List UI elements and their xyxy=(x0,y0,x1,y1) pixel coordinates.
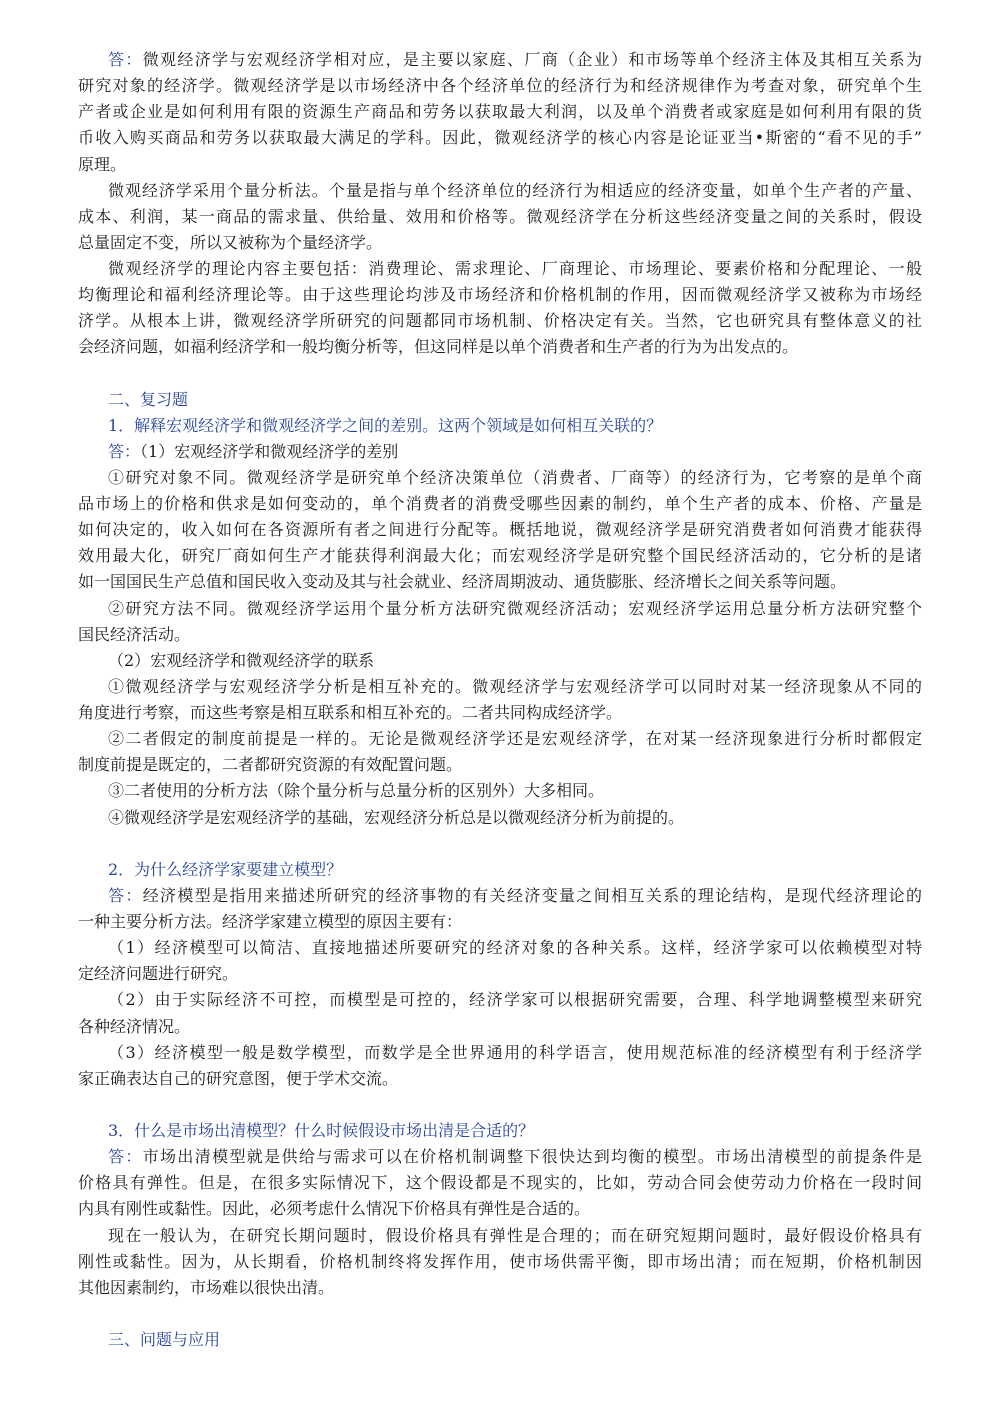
answer-paragraph xyxy=(78,987,922,1039)
text-line: 均衡理论和福利经济理论等。由于这些理论均涉及市场经济和价格机制的作用，因而微观经济学又被称为市场经 xyxy=(78,285,922,305)
text-line: 家正确表达自己的研究意图，便于学术交流。 xyxy=(78,1068,399,1088)
text-line: 内具有刚性或黏性。因此，必须考虑什么情况下价格具有弹性是合适的。 xyxy=(78,1199,591,1219)
answer-paragraph xyxy=(78,1144,922,1222)
answer-label: 答： xyxy=(108,50,143,69)
text-line: 成本、利润，某一商品的需求量、供给量、效用和价格等。微观经济学在分析这些经济变量之间的关系时，假设 xyxy=(78,206,922,226)
text-line: 定经济问题进行研究。 xyxy=(78,964,239,984)
text-line: 研究对象的经济学。微观经济学是以市场经济中各个经济单位的经济行为和经济规律作为考查对象，研究单个生 xyxy=(78,76,922,96)
answer-paragraph xyxy=(78,935,922,987)
text-line: 微观经济学采用个量分析法。个量是指与单个经济单位的经济行为相适应的经济变量，如单个生产者的产量、 xyxy=(108,180,922,200)
answer-paragraph xyxy=(78,1040,922,1092)
line-text: 经济模型是指用来描述所研究的经济事物的有关经济变量之间相互关系的理论结构，是现代经济理论的 xyxy=(142,885,922,905)
text-line xyxy=(78,47,922,73)
text-line: 角度进行考察，而这些考察是相互联系和相互补充的。二者共同构成经济学。 xyxy=(78,703,623,723)
text-line: （1）经济模型可以简洁、直接地描述所要研究的经济对象的各种关系。这样，经济学家可以依赖模型对特 xyxy=(108,938,922,958)
answer-paragraph xyxy=(78,439,922,465)
blank-line xyxy=(78,831,922,857)
text-line: 效用最大化，研究厂商如何生产才能获得利润最大化；而宏观经济学是研究整个国民经济活动的，它分析的是诸 xyxy=(78,546,922,566)
text-line: ①微观经济学与宏观经济学分析是相互补充的。微观经济学与宏观经济学可以同时对某一经济现象从不同的 xyxy=(108,676,922,696)
section-heading: 三、问题与应用 xyxy=(108,1330,221,1350)
text-line xyxy=(78,1144,922,1170)
text-line: 原理。 xyxy=(78,154,127,174)
answer-label: 答： xyxy=(108,441,141,461)
text-line: 如何决定的，收入如何在各资源所有者之间进行分配等。概括地说，微观经济学是研究消费者如何消费才能获得 xyxy=(78,520,922,540)
text-line: 产者或企业是如何利用有限的资源生产商品和劳务以获取最大利润，以及单个消费者或家庭是如何利用有限的货 xyxy=(78,102,922,122)
text-line: 如一国国民生产总值和国民收入变动及其与社会就业、经济周期波动、通货膨胀、经济增长之间关系等问题。 xyxy=(78,572,847,592)
text-line: （2）宏观经济学和微观经济学的联系 xyxy=(108,650,375,670)
section-heading: 二、复习题 xyxy=(108,389,189,409)
text-line: 其他因素制约，市场难以很快出清。 xyxy=(78,1277,335,1297)
text-line: 价格具有弹性。但是，在很多实际情况下，这个假设都是不现实的，比如，劳动合同会使劳动力价格在一段时间 xyxy=(78,1173,922,1193)
answer-label: 答： xyxy=(108,1147,143,1167)
text-line: 各种经济情况。 xyxy=(78,1016,191,1036)
line-text: （1）宏观经济学和微观经济学的差别 xyxy=(140,441,399,461)
text-line: 会经济问题，如福利经济学和一般均衡分析等，但这同样是以单个消费者和生产者的行为为出发点的。 xyxy=(78,337,799,357)
text-line: ②二者假定的制度前提是一样的。无论是微观经济学还是宏观经济学，在对某一经济现象进行分析时都假定 xyxy=(108,729,922,749)
text-line: 济学。从根本上讲，微观经济学所研究的问题都同市场机制、价格决定有关。当然，它也研究具有整体意义的社 xyxy=(78,311,922,331)
question-title: 1．解释宏观经济学和微观经济学之间的差别。这两个领域是如何相互关联的？ xyxy=(108,415,663,435)
answer-label: 答： xyxy=(108,885,143,905)
answer-paragraph xyxy=(78,778,922,804)
text-line: 微观经济学的理论内容主要包括：消费理论、需求理论、厂商理论、市场理论、要素价格和分配理论、一般 xyxy=(108,259,922,278)
text-line: 总量固定不变，所以又被称为个量经济学。 xyxy=(78,232,383,252)
intro-paragraph xyxy=(78,256,922,361)
answer-paragraph xyxy=(78,465,922,596)
line-text: 市场出清模型就是供给与需求可以在价格机制调整下很快达到均衡的模型。市场出清模型的前提条件是 xyxy=(142,1147,922,1167)
blank-line xyxy=(78,1092,922,1118)
answer-paragraph xyxy=(78,726,922,778)
intro-answer-paragraph xyxy=(78,47,922,178)
text-line: 刚性或黏性。因为，从长期看，价格机制终将发挥作用，使市场供需平衡，即市场出清；而在短期，价格机制因 xyxy=(78,1251,922,1271)
question-title: 3．什么是市场出清模型？什么时候假设市场出清是合适的？ xyxy=(108,1121,535,1141)
text-line: ③二者使用的分析方法（除个量分析与总量分析的区别外）大多相同。 xyxy=(108,781,605,801)
answer-paragraph xyxy=(78,883,922,935)
text-line: 现在一般认为，在研究长期问题时，假设价格具有弹性是合理的；而在研究短期问题时，最好假设价格具有 xyxy=(108,1225,922,1245)
line-text: 微观经济学与宏观经济学相对应，是主要以家庭、厂商（企业）和市场等单个经济主体及其相互关系为 xyxy=(142,50,922,69)
text-line: ④微观经济学是宏观经济学的基础，宏观经济分析总是以微观经济分析为前提的。 xyxy=(108,807,685,827)
text-line: 制度前提是既定的，二者都研究资源的有效配置问题。 xyxy=(78,755,463,775)
text-line: ②研究方法不同。微观经济学运用个量分析方法研究微观经济活动；宏观经济学运用总量分析方法研究整个 xyxy=(108,598,922,618)
text-line: ①研究对象不同。微观经济学是研究单个经济决策单位（消费者、厂商等）的经济行为，它考察的是单个商 xyxy=(108,467,922,487)
text-line: 一种主要分析方法。经济学家建立模型的原因主要有： xyxy=(78,912,463,932)
text-line: 品市场上的价格和供求是如何变动的，单个消费者的消费受哪些因素的制约，单个生产者的成本、价格、产量是 xyxy=(78,494,922,514)
text-line: 币收入购买商品和劳务以获取最大满足的学科。因此，微观经济学的核心内容是论证亚当•斯密的“看不见的手” xyxy=(78,128,922,148)
text-line: 国民经济活动。 xyxy=(78,624,191,644)
answer-paragraph xyxy=(78,1223,922,1301)
intro-paragraph xyxy=(78,178,922,256)
question-title: 2．为什么经济学家要建立模型？ xyxy=(108,859,343,879)
answer-paragraph xyxy=(78,648,922,674)
text-line: （2）由于实际经济不可控，而模型是可控的，经济学家可以根据研究需要，合理、科学地调整模型来研究 xyxy=(108,990,922,1010)
answer-paragraph xyxy=(78,805,922,831)
text-line xyxy=(78,883,922,909)
blank-line xyxy=(78,361,922,387)
text-line: （3）经济模型一般是数学模型，而数学是全世界通用的科学语言，使用规范标准的经济模型有利于经济学 xyxy=(108,1042,922,1062)
answer-paragraph xyxy=(78,596,922,648)
text-line xyxy=(78,439,922,465)
answer-paragraph xyxy=(78,674,922,726)
blank-line xyxy=(78,1301,922,1327)
